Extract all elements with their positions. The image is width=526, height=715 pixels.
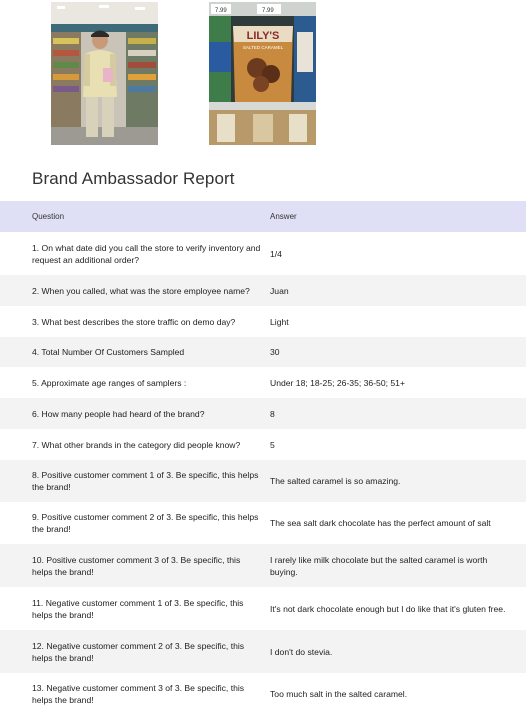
question-cell: 10. Positive customer comment 3 of 3. Be specific, this helps the brand! [32,554,241,577]
question-cell: 12. Negative customer comment 2 of 3. Be specific, this helps the brand! [32,640,245,663]
answer-cell: The salted caramel is so amazing. [270,476,401,486]
answer-cell: 8 [270,408,275,419]
product-shelf-image [209,2,316,145]
table-row [0,673,526,715]
package-flavor: SALTED CARAMEL [242,45,284,50]
photo-strip [0,0,526,150]
price-tag-center: 7.99 [262,8,274,14]
answer-cell: 5 [270,439,275,450]
table-row [0,275,526,306]
question-cell: 8. Positive customer comment 1 of 3. Be specific, this helps the brand! [32,470,259,492]
answer-cell: Too much salt in the salted caramel. [270,689,408,699]
answer-cell: 30 [270,347,280,357]
question-cell: 9. Positive customer comment 2 of 3. Be specific, this helps the brand! [32,512,259,534]
table-row [0,587,526,630]
table-row [0,502,526,544]
table-row [0,337,526,367]
answer-cell: I don't do stevia. [270,646,333,657]
answer-cell: Juan [270,285,289,296]
question-cell: 4. Total Number Of Customers Sampled [32,347,185,357]
ambassador-photo-image [51,2,158,145]
answer-cell: 1/4 [270,248,282,259]
ambassador-photo [51,2,158,145]
answer-cell: It's not dark chocolate enough but I do like that it's gluten free. [270,603,506,614]
table-row [0,460,526,502]
question-cell: 6. How many people had heard of the brand? [32,408,205,419]
answer-cell: I rarely like milk chocolate but the salted caramel is worth buying. [270,554,488,577]
answer-cell: Under 18; 18-25; 26-35; 36-50; 51+ [270,377,405,388]
report-title: Brand Ambassador Report [32,169,235,188]
question-cell: 2. When you called, what was the store employee name? [32,285,250,296]
product-shelf-photo [209,2,316,145]
question-cell: 11. Negative customer comment 1 of 3. Be specific, this helps the brand! [32,597,244,620]
table-row [0,232,526,275]
table-row [0,429,526,460]
question-cell: 7. What other brands in the category did people know? [32,439,241,450]
table-row [0,544,526,587]
price-tag-left: 7.99 [215,8,227,14]
table-row [0,398,526,429]
answer-column-header: Answer [270,211,297,221]
table-row [0,367,526,398]
answer-cell: Light [270,316,289,327]
report-table [0,201,526,715]
package-brand: LILY'S [246,30,280,42]
question-column-header: Question [32,211,65,221]
table-header-row [0,201,526,232]
table-row [0,306,526,337]
answer-cell: The sea salt dark chocolate has the perfect amount of salt [270,518,491,528]
question-cell: 1. On what date did you call the store to verify inventory and request an additional order? [32,242,261,265]
question-cell: 13. Negative customer comment 3 of 3. Be specific, this helps the brand! [32,683,245,705]
question-cell: 3. What best describes the store traffic on demo day? [32,316,236,327]
table-row [0,630,526,673]
question-cell: 5. Approximate age ranges of samplers : [32,377,187,388]
